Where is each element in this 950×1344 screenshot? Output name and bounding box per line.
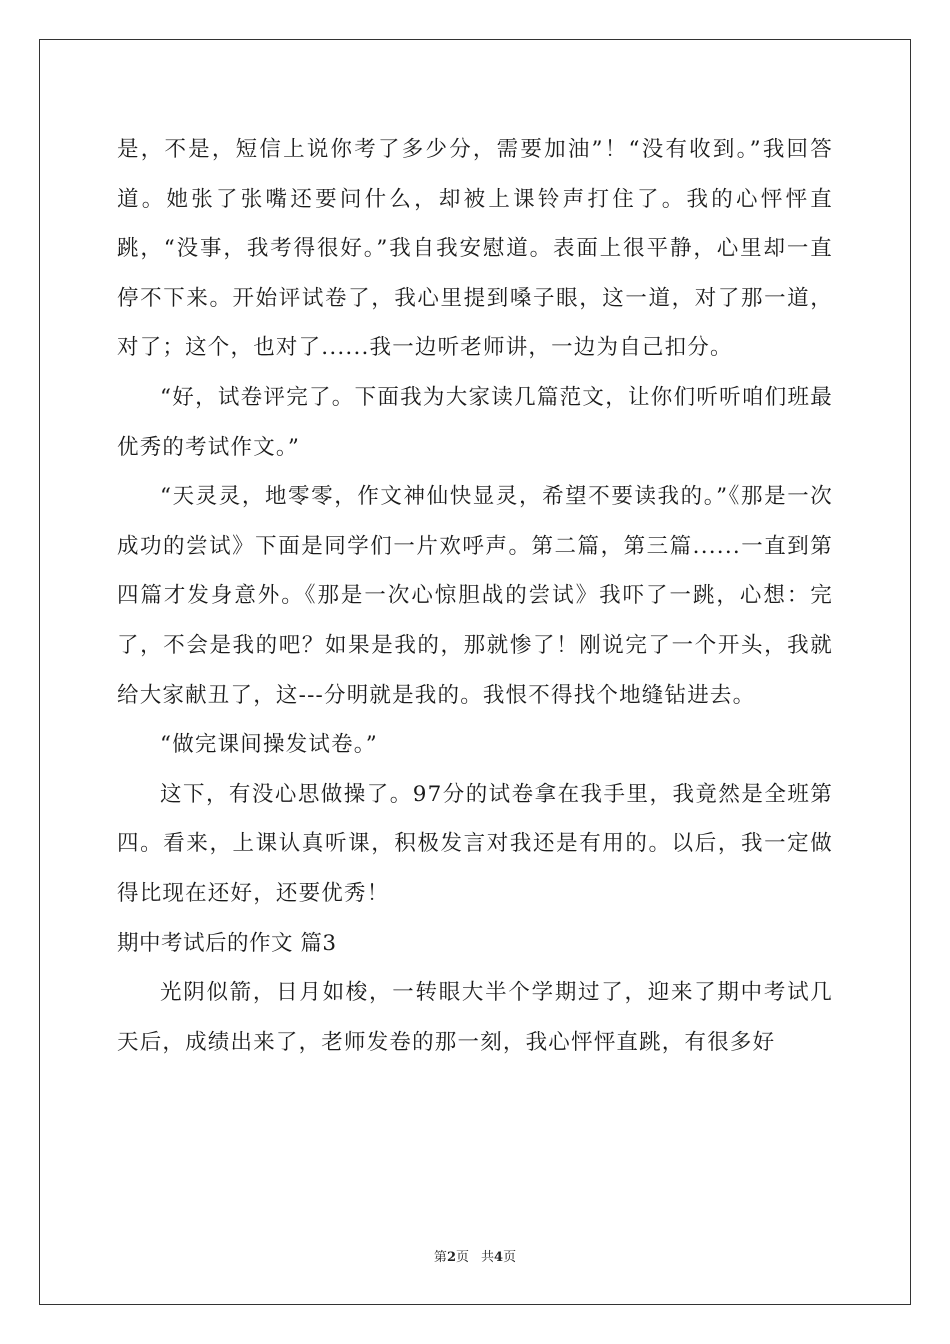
document-body [117, 125, 833, 1067]
footer-prefix: 第 [433, 1250, 447, 1265]
paragraph-teacher-quote: “好，试卷评完了。下面我为大家读几篇范文，让你们听听咱们班最优秀的考试作文。” [117, 384, 833, 460]
section-heading: 期中考试后的作文 篇3 [117, 930, 337, 956]
paragraph-result: 这下，有没心思做操了。97分的试卷拿在我手里，我竟然是全班第四。看来，上课认真听课，积极发言对我还是有用的。以后，我一定做得比现在还好，还要优秀！ [117, 781, 833, 906]
footer-current-page: 2 [446, 1250, 456, 1265]
paragraph-exercise-quote: “做完课间操发试卷。” [160, 732, 378, 758]
paragraph-section3-start: 光阴似箭，日月如梭，一转眼大半个学期过了，迎来了期中考试几天后，成绩出来了，老师发卷的那一刻，我心怦怦直跳，有很多好 [117, 980, 833, 1055]
footer-page-suffix: 页 [455, 1250, 469, 1265]
footer-total-prefix: 共 [481, 1250, 495, 1265]
footer-total-pages: 4 [494, 1250, 504, 1265]
page-footer [0, 1246, 950, 1265]
paragraph-essay-reading: “天灵灵，地零零，作文神仙快显灵，希望不要读我的。”《那是一次成功的尝试》下面是同学们一片欢呼声。第二篇，第三篇......一直到第四篇才发身意外。《那是一次心惊胆战的尝试》我吓了一跳，心想：完了，不会是我的吧？如果是我的，那就惨了！刚说完了一个开头，我就给大家献丑了，这---分明就是我的。我恨不得找个地缝钻进去。 [117, 484, 833, 708]
paragraph-continuation: 是，不是，短信上说你考了多少分，需要加油”！“没有收到。”我回答道。她张了张嘴还要问什么，却被上课铃声打住了。我的心怦怦直跳，“没事，我考得很好。”我自我安慰道。表面上很平静，心里却一直停不下来。开始评试卷了，我心里提到嗓子眼，这一道，对了那一道，对了；这个，也对了......我一边听老师讲，一边为自己扣分。 [117, 137, 833, 361]
footer-total-suffix: 页 [503, 1250, 517, 1265]
